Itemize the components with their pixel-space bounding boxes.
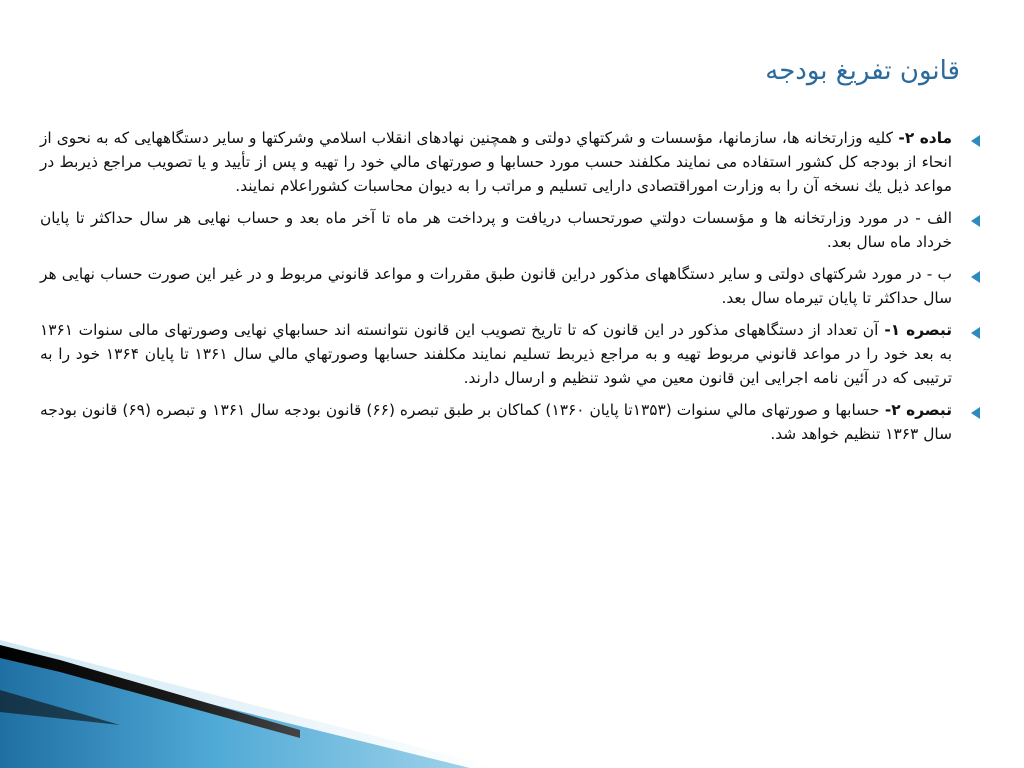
paragraph-note-1 [40,318,954,390]
paragraph-note-2 [40,398,954,446]
slide-title: قانون تفریغ بودجه [765,56,960,86]
paragraph-lead: ماده ۲- [892,129,953,147]
paragraph-clause-alef [40,206,954,254]
paragraph-lead: تبصره ۲- [879,401,952,420]
paragraph-text: آن تعداد از دستگاههای مذکور در این قانون که تا تاریخ تصویب این قانون نتوانسته اند حسابهاي نهایی وصورتهای مالی سنوات ۱۳۶۱ به بعد خود را در مواعد قانوني مربوط تهیه و به مراجع ذیربط تسلیم نمایند مکلفند حسابها وصورتهاي مالي سال ۱۳۶۱ تا پایان ۱۳۶۴ خود را به ترتیبی که در آئین نامه اجرایی این قانون معین مي شود تنظیم و ارسال دارند. [40,321,952,388]
paragraph-text: الف - در مورد وزارتخانه ها و مؤسسات دولتي صورتحساب دریافت و پرداخت هر ماه تا آخر ماه بعد و حساب نهایی هر سال حداکثر تا پایان خرداد ماه سال بعد. [40,209,952,252]
paragraph-clause-be [40,262,954,310]
slide-body [40,126,954,454]
paragraph-article-2 [40,126,954,198]
paragraph-text: کلیه وزارتخانه ها، سازمانها، مؤسسات و شرکتهاي دولتی و همچنین نهادهای انقلاب اسلامي وشرکتها و سایر دستگاههایی که به نحوی از انحاء از بودجه کل کشور استفاده می نمایند مکلفند حسب مورد حسابها و صورتهای مالي خود را تهیه و پس از تأیید و یا تصویب مراجع ذیربط در مواعد ذیل يك نسخه آن را به وزارت اموراقتصادی دارایی تسلیم و مراتب را به دیوان محاسبات کشوراعلام نمایند. [40,129,952,196]
paragraph-text: ب - در مورد شرکتهای دولتی و سایر دستگاههای مذکور دراین قانون طبق مقررات و مواعد قانوني مربوط و در غیر این صورت حساب نهایی هر سال حداکثر تا پایان تیرماه سال بعد. [40,265,952,308]
paragraph-lead: تبصره ۱- [878,321,953,340]
paragraph-text: حسابها و صورتهای مالي سنوات (۱۳۵۳تا پایان ۱۳۶۰) کماکان بر طبق تبصره (۶۶) قانون بودجه سال ۱۳۶۱ و تبصره (۶۹) قانون بودجه سال ۱۳۶۳ تنظیم خواهد شد. [40,401,952,444]
